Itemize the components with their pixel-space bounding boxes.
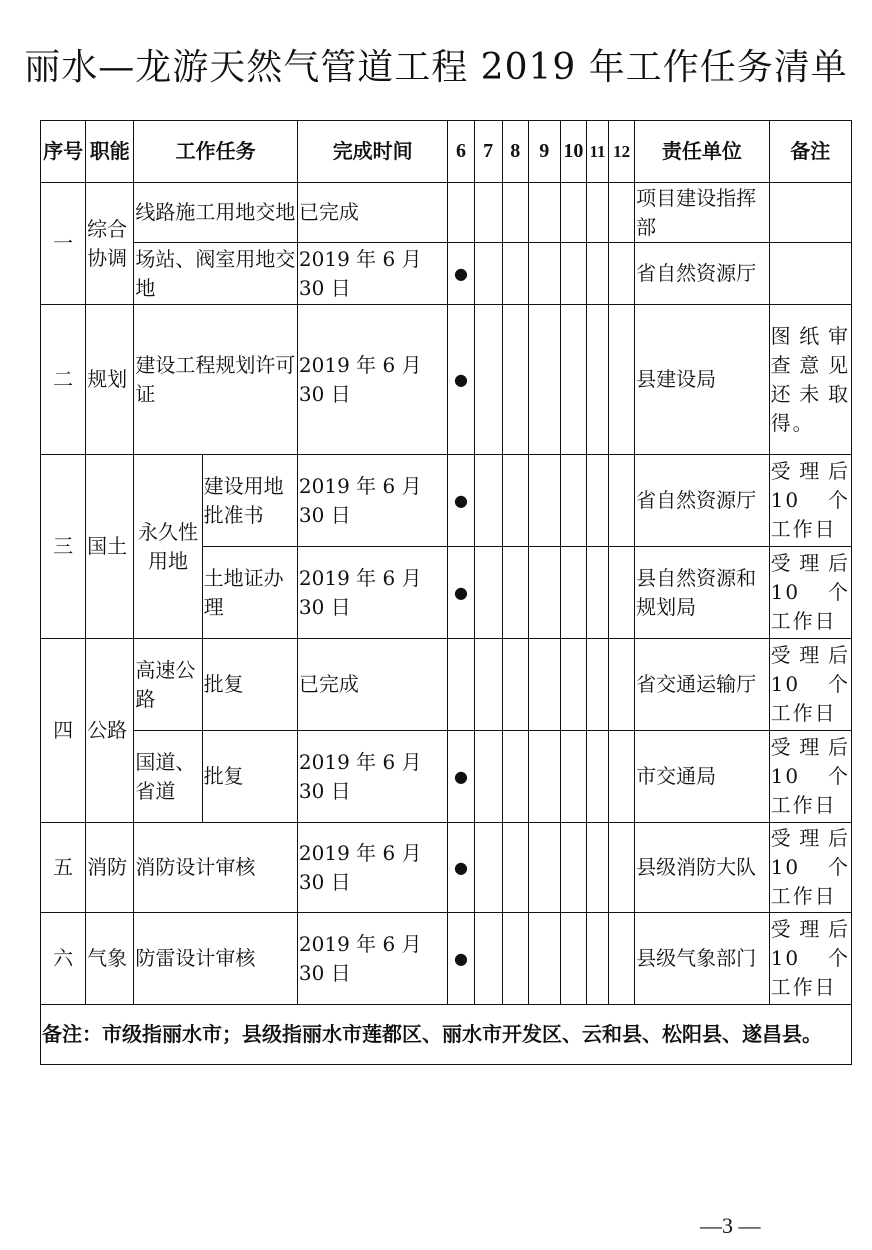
row-seq: 四 [41, 639, 86, 823]
document-title: 丽水—龙游天然气管道工程 2019 年工作任务清单 [24, 47, 848, 88]
row-time: 2019 年 6 月 30 日 [297, 547, 448, 639]
table-footnote: 备注：市级指丽水市；县级指丽水市莲都区、丽水市开发区、云和县、松阳县、遂昌县。 [41, 1005, 852, 1065]
header-unit: 责任单位 [635, 121, 769, 183]
header-month-7: 7 [474, 121, 502, 183]
row-task: 建设工程规划许可证 [134, 305, 298, 455]
row-task: 消防设计审核 [134, 823, 298, 913]
row-mark [448, 183, 474, 243]
row-remark [769, 183, 851, 243]
row-unit: 县级消防大队 [635, 823, 769, 913]
row-unit: 省交通运输厅 [635, 639, 769, 731]
row-seq: 三 [41, 455, 86, 639]
row-mark: ● [448, 913, 474, 1005]
row-function: 综合协调 [86, 183, 134, 305]
header-month-6: 6 [448, 121, 474, 183]
row-time: 2019 年 6 月 30 日 [297, 455, 448, 547]
table-row [41, 243, 852, 305]
row-seq: 五 [41, 823, 86, 913]
table-row [41, 823, 852, 913]
row-mark: ● [448, 823, 474, 913]
row-remark: 受理后 10 个工作日 [769, 547, 851, 639]
row-time: 2019 年 6 月 30 日 [297, 305, 448, 455]
row-function: 国土 [86, 455, 134, 639]
row-mark: ● [448, 243, 474, 305]
header-function: 职能 [86, 121, 134, 183]
row-unit: 省自然资源厅 [635, 455, 769, 547]
row-remark: 受理后 10 个工作日 [769, 731, 851, 823]
row-seq: 二 [41, 305, 86, 455]
row-time: 已完成 [297, 639, 448, 731]
row-task: 建设用地批准书 [202, 455, 297, 547]
header-task: 工作任务 [134, 121, 298, 183]
row-task: 批复 [202, 731, 297, 823]
table-row [41, 455, 852, 547]
header-month-9: 9 [528, 121, 560, 183]
row-subgroup: 永久性用地 [134, 455, 202, 639]
row-unit: 县建设局 [635, 305, 769, 455]
footnote-row [41, 1005, 852, 1065]
header-month-12: 12 [609, 121, 635, 183]
row-function: 气象 [86, 913, 134, 1005]
header-month-11: 11 [586, 121, 608, 183]
page-number: —3 — [700, 1213, 761, 1238]
table-row [41, 305, 852, 455]
row-time: 2019 年 6 月 30 日 [297, 823, 448, 913]
row-mark: ● [448, 305, 474, 455]
row-task: 批复 [202, 639, 297, 731]
row-task: 线路施工用地交地 [134, 183, 298, 243]
row-time: 2019 年 6 月 30 日 [297, 731, 448, 823]
row-category: 国道、省道 [134, 731, 202, 823]
row-remark: 受理后 10 个工作日 [769, 639, 851, 731]
row-mark: ● [448, 455, 474, 547]
row-unit: 县级气象部门 [635, 913, 769, 1005]
row-unit: 市交通局 [635, 731, 769, 823]
row-task: 防雷设计审核 [134, 913, 298, 1005]
row-seq: 六 [41, 913, 86, 1005]
row-task: 土地证办理 [202, 547, 297, 639]
table-row [41, 913, 852, 1005]
row-remark: 受理后 10 个工作日 [769, 455, 851, 547]
table-row [41, 639, 852, 731]
header-month-8: 8 [502, 121, 528, 183]
header-seq: 序号 [41, 121, 86, 183]
row-unit: 项目建设指挥部 [635, 183, 769, 243]
row-remark: 受理后 10 个工作日 [769, 913, 851, 1005]
row-remark: 受理后 10 个工作日 [769, 823, 851, 913]
row-time: 已完成 [297, 183, 448, 243]
row-unit: 县自然资源和规划局 [635, 547, 769, 639]
row-time: 2019 年 6 月 30 日 [297, 913, 448, 1005]
row-time: 2019 年 6 月 30 日 [297, 243, 448, 305]
header-month-10: 10 [560, 121, 586, 183]
row-task: 场站、阀室用地交地 [134, 243, 298, 305]
row-remark: 图纸审查意见还未取得。 [769, 305, 851, 455]
task-table [40, 120, 852, 1065]
header-row [41, 121, 852, 183]
row-unit: 省自然资源厅 [635, 243, 769, 305]
row-remark [769, 243, 851, 305]
row-function: 消防 [86, 823, 134, 913]
header-remark: 备注 [769, 121, 851, 183]
table-row [41, 183, 852, 243]
row-seq: 一 [41, 183, 86, 305]
row-category: 高速公路 [134, 639, 202, 731]
row-function: 规划 [86, 305, 134, 455]
row-mark: ● [448, 731, 474, 823]
row-mark: ● [448, 547, 474, 639]
table-row [41, 731, 852, 823]
row-mark [448, 639, 474, 731]
header-time: 完成时间 [297, 121, 448, 183]
row-function: 公路 [86, 639, 134, 823]
